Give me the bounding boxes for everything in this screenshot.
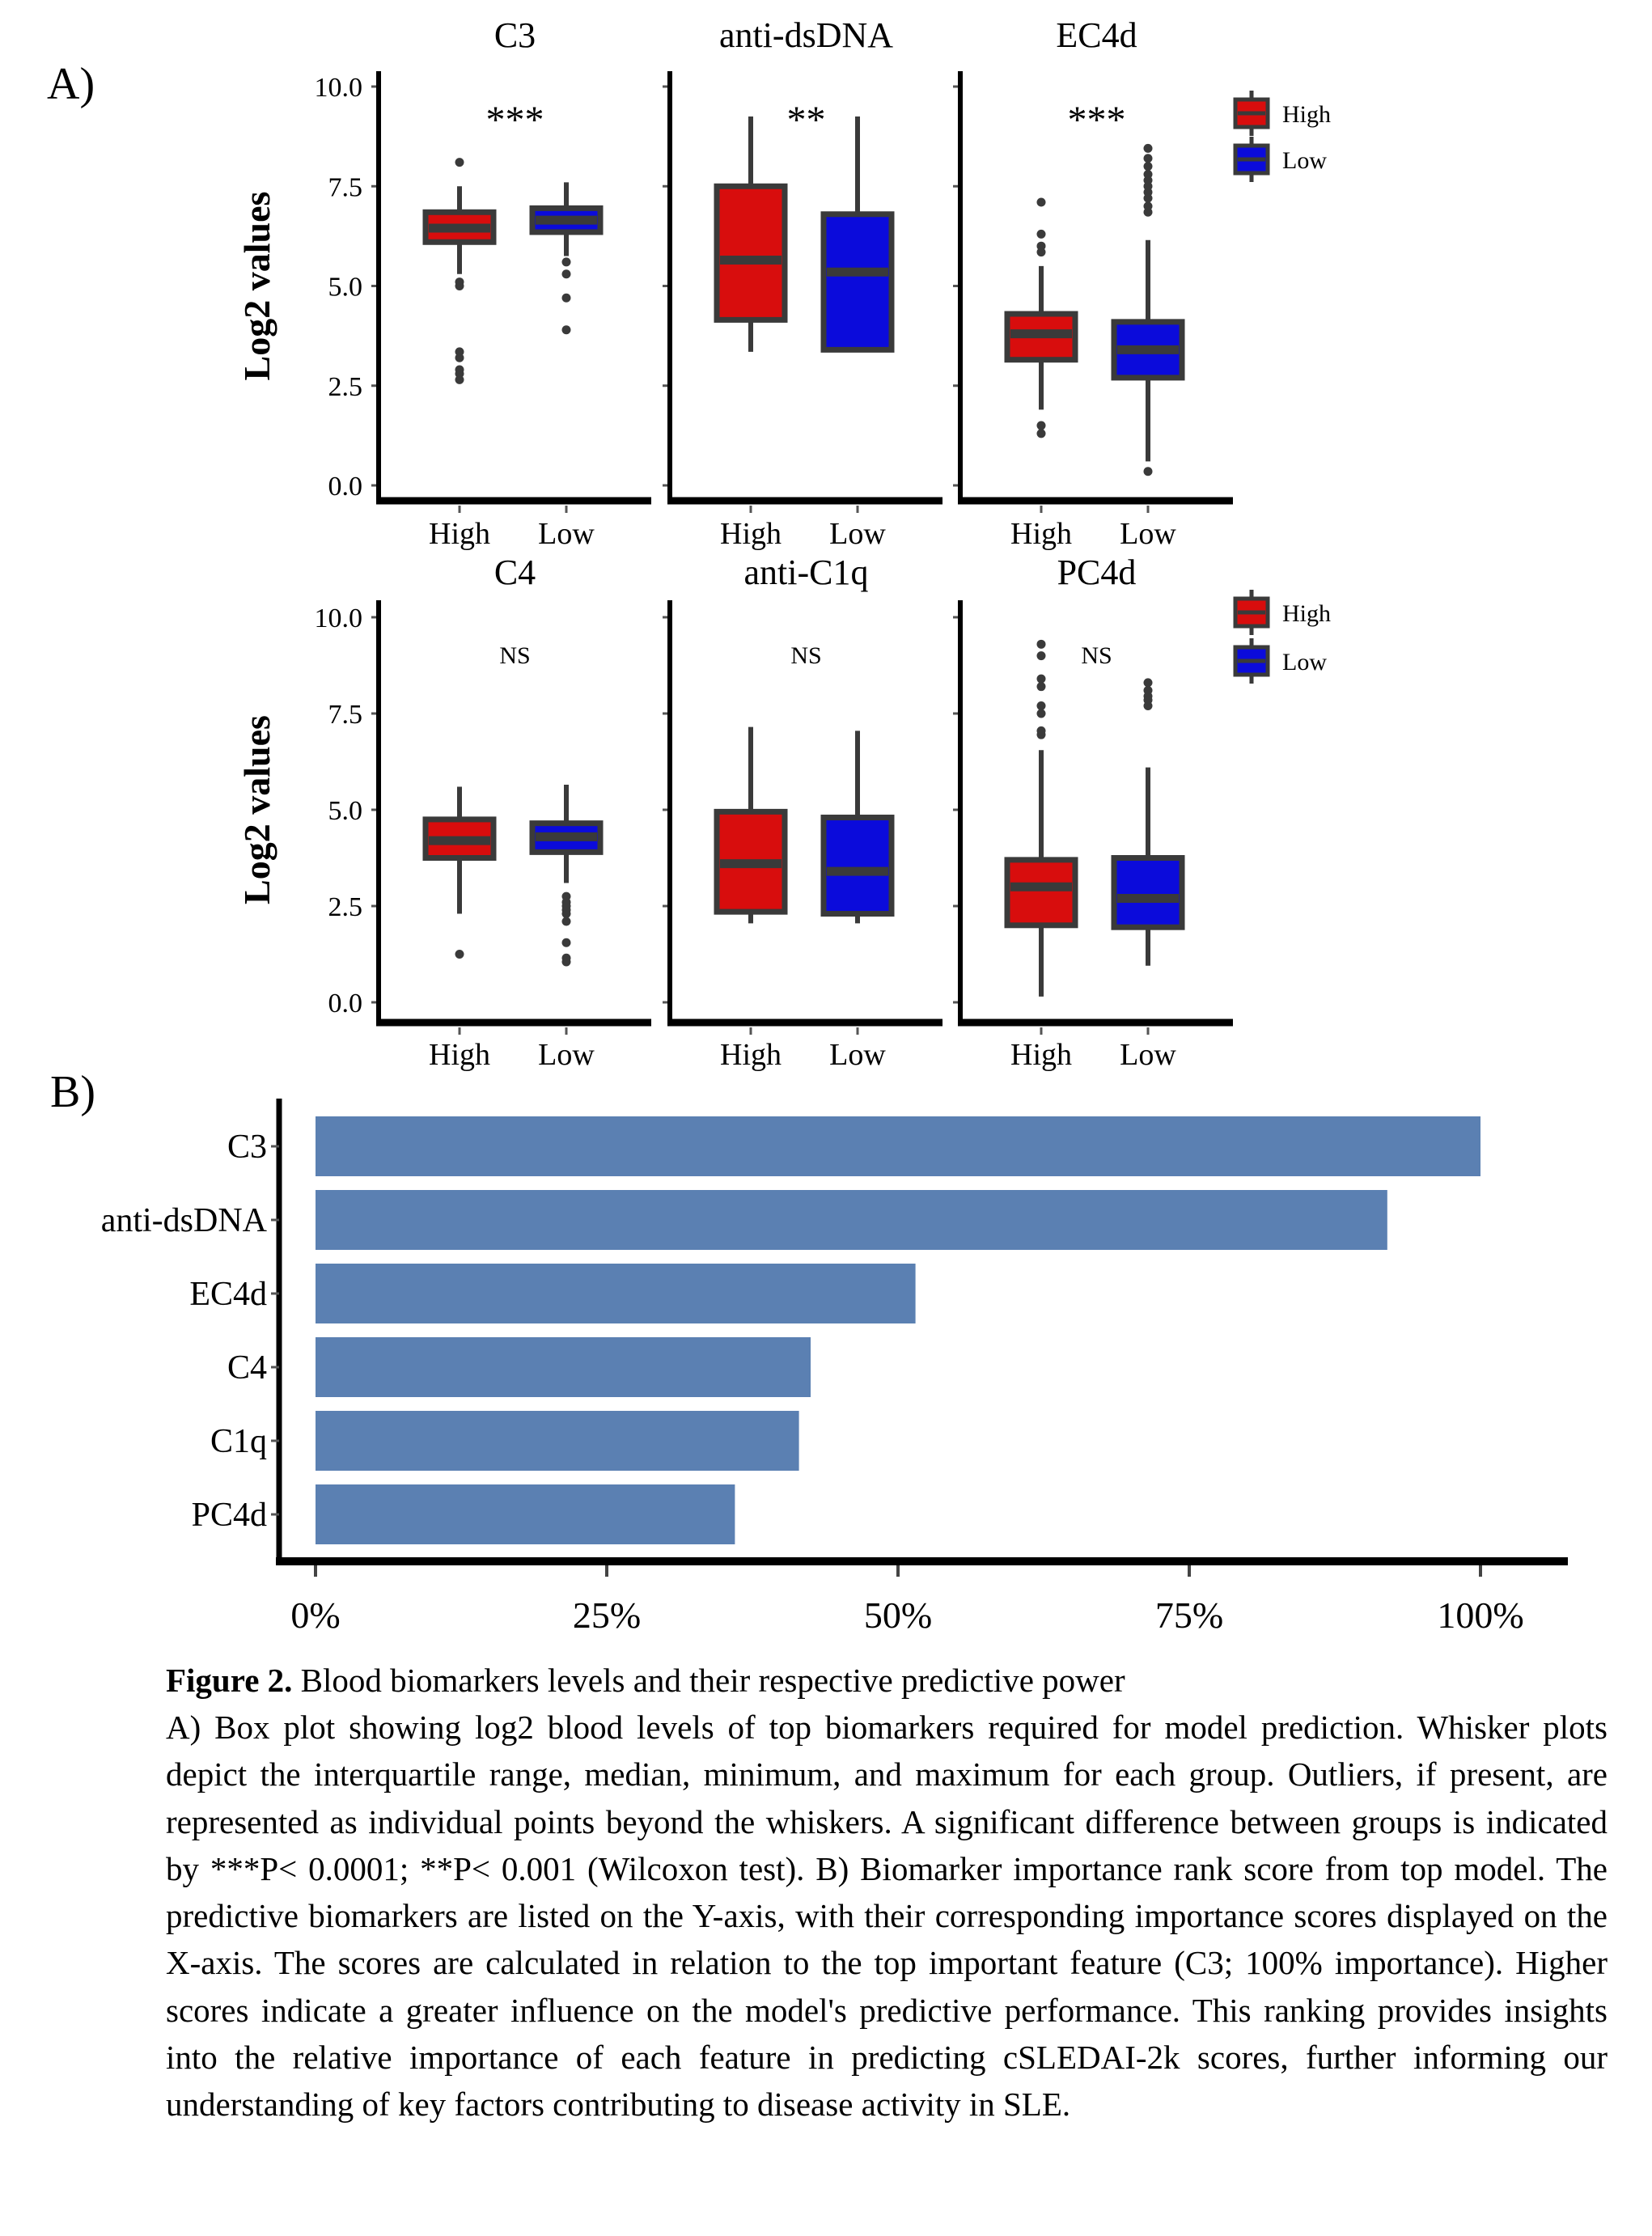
legend-label: Low xyxy=(1282,147,1327,174)
outlier-dot xyxy=(1144,701,1153,710)
importance-bar-c1q xyxy=(316,1411,799,1471)
x-group-label: Low xyxy=(1120,517,1176,551)
outlier-dot xyxy=(1037,421,1046,430)
outlier-dot xyxy=(1144,194,1153,203)
panel-a-label: A) xyxy=(47,59,95,109)
x-group-label: High xyxy=(720,517,782,551)
outlier-dot xyxy=(455,354,464,362)
figure-caption xyxy=(166,1657,1608,2128)
outlier-dot xyxy=(1037,230,1046,239)
panel-title: C3 xyxy=(493,15,536,55)
bar-category-label: C1q xyxy=(210,1423,267,1460)
panel-title: C4 xyxy=(493,553,536,592)
importance-bar-c4 xyxy=(316,1337,811,1397)
x-group-label: High xyxy=(1010,517,1072,551)
bar-x-tick-label: 0% xyxy=(290,1594,341,1636)
outlier-dot xyxy=(455,375,464,384)
x-group-label: Low xyxy=(538,517,595,551)
outlier-dot xyxy=(1037,640,1046,649)
x-group-label: Low xyxy=(538,1038,595,1072)
significance-label: ** xyxy=(786,99,826,142)
bar-category-label: C4 xyxy=(227,1349,267,1387)
y-tick-label: 10.0 xyxy=(314,73,362,103)
outlier-dot xyxy=(562,269,571,278)
x-group-label: High xyxy=(1010,1038,1072,1072)
outlier-dot xyxy=(1037,675,1046,684)
panel-title: anti-dsDNA xyxy=(718,15,894,55)
bar-x-tick-label: 75% xyxy=(1154,1594,1224,1636)
legend-label: Low xyxy=(1282,649,1327,675)
boxplot-box-low xyxy=(824,214,892,350)
outlier-dot xyxy=(1144,467,1153,476)
bar-category-label: anti-dsDNA xyxy=(100,1202,267,1239)
outlier-dot xyxy=(455,158,464,167)
outlier-dot xyxy=(562,325,571,334)
outlier-dot xyxy=(1037,682,1046,691)
y-tick-label: 2.5 xyxy=(328,892,362,922)
x-group-label: Low xyxy=(829,1038,886,1072)
outlier-dot xyxy=(562,909,571,918)
legend-label: High xyxy=(1282,101,1331,128)
y-tick-label: 5.0 xyxy=(328,796,362,826)
panel-b-label: B) xyxy=(50,1067,95,1117)
outlier-dot xyxy=(562,257,571,266)
bar-category-label: C3 xyxy=(227,1129,267,1166)
y-tick-label: 0.0 xyxy=(328,472,362,502)
bar-x-tick-label: 50% xyxy=(863,1594,933,1636)
outlier-dot xyxy=(455,282,464,290)
y-tick-label: 7.5 xyxy=(328,700,362,730)
bar-category-label: EC4d xyxy=(189,1276,267,1313)
importance-bar-anti-dsdna xyxy=(316,1190,1387,1250)
caption-first-line: Blood biomarkers levels and their respective predictive power xyxy=(300,1662,1125,1699)
outlier-dot xyxy=(562,294,571,303)
importance-bar-pc4d xyxy=(316,1484,735,1544)
significance-label: NS xyxy=(499,642,531,669)
significance-label: *** xyxy=(1067,99,1126,142)
y-tick-label: 2.5 xyxy=(328,371,362,402)
y-tick-label: 0.0 xyxy=(328,989,362,1018)
outlier-dot xyxy=(1037,248,1046,256)
boxplot-box-low xyxy=(824,818,892,914)
y-tick-label: 7.5 xyxy=(328,172,362,203)
panel-title: anti-C1q xyxy=(743,553,869,592)
outlier-dot xyxy=(562,938,571,947)
panel-title: EC4d xyxy=(1056,15,1137,55)
outlier-dot xyxy=(1144,678,1153,687)
legend-label: High xyxy=(1282,600,1331,627)
outlier-dot xyxy=(1037,731,1046,739)
outlier-dot xyxy=(1037,701,1046,710)
y-axis-label: Log2 values xyxy=(236,191,277,381)
y-tick-label: 5.0 xyxy=(328,272,362,303)
x-group-label: Low xyxy=(829,517,886,551)
bar-x-tick-label: 100% xyxy=(1437,1594,1524,1636)
y-axis-label: Log2 values xyxy=(236,715,277,904)
outlier-dot xyxy=(1037,709,1046,718)
y-tick-label: 10.0 xyxy=(314,603,362,633)
boxplot-box-low xyxy=(1114,858,1182,928)
outlier-dot xyxy=(1144,162,1153,171)
boxplot-box-high xyxy=(1007,860,1075,925)
boxplot-box-high xyxy=(717,186,785,320)
caption-title: Figure 2. xyxy=(166,1662,293,1699)
significance-label: NS xyxy=(1081,642,1112,669)
x-group-label: High xyxy=(429,1038,490,1072)
outlier-dot xyxy=(1037,197,1046,206)
caption-body: A) Box plot showing log2 blood levels of top biomarkers required for model prediction. Whisker plots depict the interquartile range, median, minimum, and maximum for each group. Outliers, if present, are represented as individual points beyond the whiskers. A significant difference between groups is indicated by ***P< 0.0001; **P< 0.001 (Wilcoxon test). B) Biomarker importance rank score from top model. The predictive biomarkers are listed on the Y-axis, with their corresponding importance scores displayed on the X-axis. The scores are calculated in relation to the top important feature (C3; 100% importance). Higher scores indicate a greater influence on the model's predictive performance. This ranking provides insights into the relative importance of each feature in predicting cSLEDAI-2k scores, further informing our understanding of key factors contributing to disease activity in SLE. xyxy=(166,1709,1608,2123)
importance-bar-ec4d xyxy=(316,1264,916,1323)
panel-title: PC4d xyxy=(1057,553,1137,592)
bar-category-label: PC4d xyxy=(191,1497,267,1534)
outlier-dot xyxy=(1144,144,1153,153)
x-group-label: High xyxy=(429,517,490,551)
importance-bar-c3 xyxy=(316,1116,1480,1176)
significance-label: *** xyxy=(485,99,544,142)
outlier-dot xyxy=(562,917,571,926)
bar-x-tick-label: 25% xyxy=(572,1594,642,1636)
outlier-dot xyxy=(1144,208,1153,217)
x-group-label: High xyxy=(720,1038,782,1072)
outlier-dot xyxy=(1037,429,1046,438)
significance-label: NS xyxy=(790,642,822,669)
outlier-dot xyxy=(455,950,464,959)
x-group-label: Low xyxy=(1120,1038,1176,1072)
outlier-dot xyxy=(1037,651,1046,660)
outlier-dot xyxy=(562,958,571,967)
outlier-dot xyxy=(1144,154,1153,163)
